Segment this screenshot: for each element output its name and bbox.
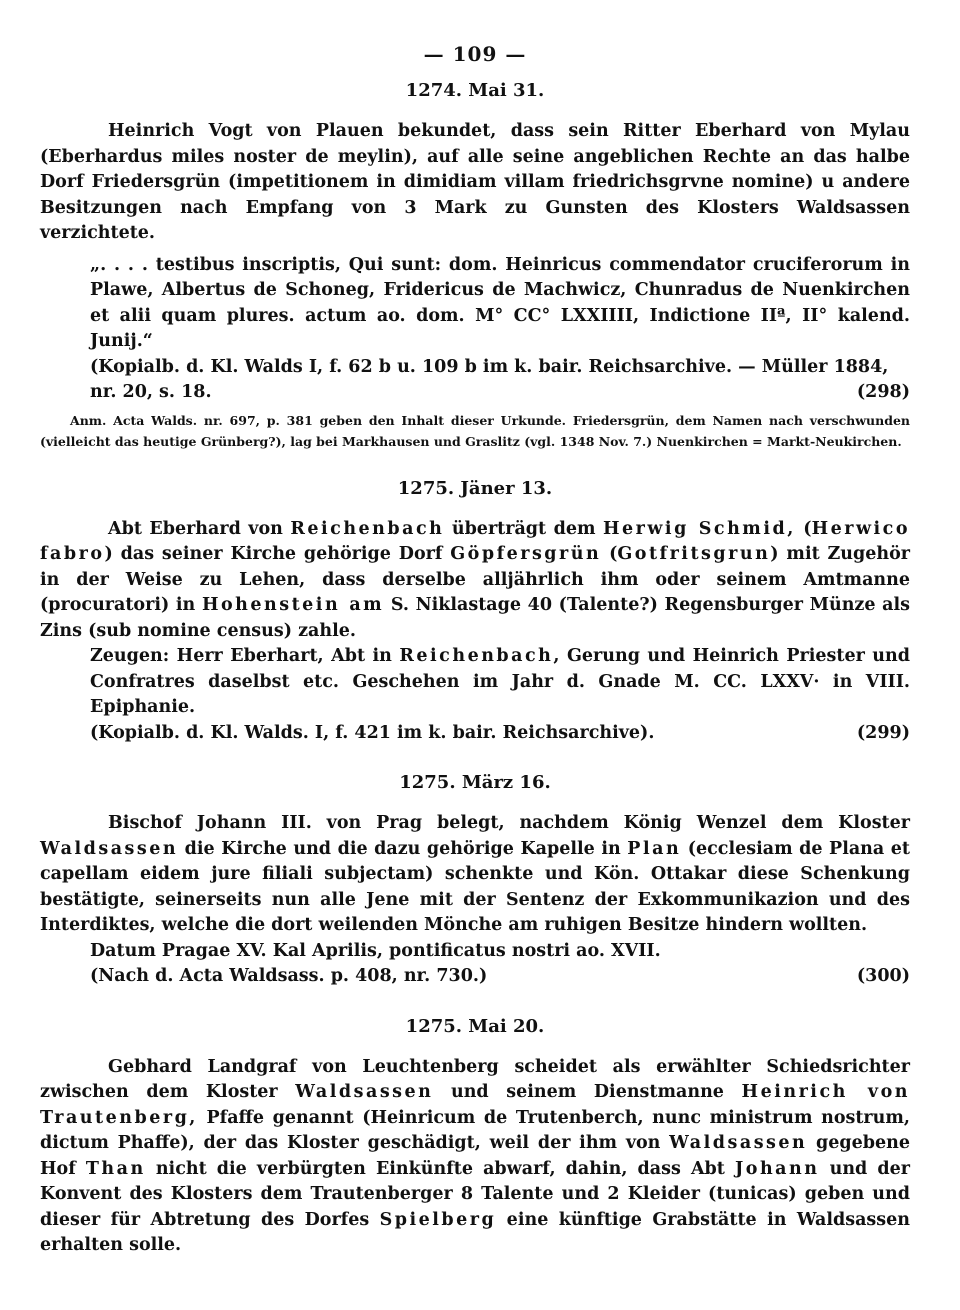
spaced-name: Waldsassen bbox=[669, 1133, 808, 1153]
entry-note: Anm. Acta Walds. nr. 697, p. 381 geben den Inhalt dieser Urkunde. Friedersgrün, dem Namen nach verschwunden (vielleicht das heutige Grünberg?), lag bei Markhausen und Graslitz (vgl. 1348 Nov. 7.) Nuenkirchen = Markt-Neukirchen. bbox=[40, 412, 910, 449]
spaced-name: Johann bbox=[735, 1158, 820, 1179]
spaced-name: Waldsassen bbox=[40, 838, 179, 859]
spaced-name: Plan bbox=[627, 838, 682, 859]
text-run: und der Konvent des Klosters dem Trautenberger 8 Talente und 2 Kleider (tunicas) geben und dieser für Abtretung des Dorfes bbox=[40, 1158, 911, 1230]
entry-date: 1275. Jäner 13. bbox=[397, 477, 553, 499]
entry-date: 1275. März 16. bbox=[399, 772, 551, 793]
spaced-name: Reichenbach bbox=[399, 646, 554, 666]
spaced-name: Reichenbach bbox=[290, 518, 445, 539]
text-run: , Gerung und Heinrich Priester und Confratres daselbst etc. Geschehen im Jahr d. Gnade M. CC. LXXV· in VIII. Epiphanie. bbox=[90, 646, 910, 717]
text-run: ( bbox=[795, 518, 812, 539]
document-page bbox=[40, 42, 910, 1285]
spaced-name: Gotfritsgrun bbox=[617, 544, 771, 564]
entry-quote: Datum Pragae XV. Kal Aprilis, pontificatus nostri ao. XVII. bbox=[90, 940, 661, 961]
spaced-name: Göpfersgrün bbox=[450, 544, 602, 564]
citation-text: (Nach d. Acta Waldsass. p. 408, nr. 730.) bbox=[90, 966, 488, 986]
text-run: Bischof Johann III. von Prag belegt, nachdem König Wenzel dem Kloster bbox=[108, 813, 910, 833]
entry-citation-end bbox=[40, 380, 910, 406]
spaced-name: Than bbox=[85, 1158, 146, 1179]
entry-number: (300) bbox=[856, 966, 910, 986]
entry-number: (299) bbox=[856, 722, 910, 743]
entry-299 bbox=[40, 478, 910, 747]
entry-witnesses bbox=[40, 644, 910, 721]
text-run: ( bbox=[601, 544, 618, 564]
text-run: gegebene Hof bbox=[40, 1133, 910, 1179]
spaced-name: Herwico fabro bbox=[40, 518, 910, 564]
text-run: und seinem Dienstmanne bbox=[433, 1082, 742, 1102]
entry-300 bbox=[40, 772, 910, 990]
text-run: (ecclesiam de Plana et capellam eidem jure filiali subjectam) schenkte und Kön. Ottakar diese Schenkung bestätigte, seinerseits nun alle Jene mit der Sentenz der Exkommunikazion und des Interdiktes, welche die dort weilenden Mönche am ruhigen Besitze hindern wollten. bbox=[40, 838, 911, 935]
entry-citation bbox=[40, 721, 910, 747]
text-run: Abt Eberhard von bbox=[108, 518, 291, 539]
entry-text: Heinrich Vogt von Plauen bekundet, dass sein Ritter Eberhard von Mylau (Eberhardus miles noster de meylin), auf alle seine angeblichen Rechte an das halbe Dorf Friedersgrün (impetitionem in dimidiam villam friedrichsgrvne nomine) u andere Besitzungen nach Empfang von 3 Mark zu Gunsten des Klosters Waldsassen verzichtete. bbox=[40, 121, 910, 243]
spaced-name: Heinrich von Trautenberg, bbox=[40, 1082, 910, 1128]
entry-298 bbox=[40, 80, 910, 452]
text-run: die Kirche und die dazu gehörige Kapelle in bbox=[178, 838, 628, 859]
text-run: Zeugen: Herr Eberhart, Abt in bbox=[90, 646, 400, 666]
text-run: ) das seiner Kirche gehörige Dorf bbox=[104, 544, 451, 564]
citation-text: (Kopialb. d. Kl. Walds. I, f. 421 im k. bair. Reichsarchive). bbox=[90, 722, 655, 743]
text-run: S. Niklastage 40 (Talente?) Regensburger Münze als Zins (sub nomine census) zahle. bbox=[40, 595, 910, 641]
text-run: eine künftige Grabstätte in Waldsassen erhalten solle. bbox=[40, 1209, 910, 1255]
entry-text bbox=[40, 517, 910, 645]
spaced-name: Hohenstein am bbox=[201, 595, 385, 615]
text-run: nicht die verbürgten Einkünfte abwarf, dahin, dass Abt bbox=[145, 1158, 735, 1179]
entry-number: (298) bbox=[856, 382, 910, 402]
entry-date: 1275. Mai 20. bbox=[405, 1015, 545, 1037]
page-number: — 109 — bbox=[423, 42, 527, 66]
text-run: Pfaffe genannt (Heinricum de Trutenberch, nunc ministrum nostrum, dictum Phaffe), der das Kloster geschädigt, weil der ihm von bbox=[40, 1107, 910, 1153]
spaced-name: Waldsassen bbox=[295, 1082, 434, 1102]
entry-text bbox=[40, 811, 910, 939]
entry-citation bbox=[40, 355, 910, 381]
entry-date: 1274. Mai 31. bbox=[405, 80, 545, 101]
citation-text: nr. 20, s. 18. bbox=[90, 382, 212, 402]
text-run: ) mit Zugehör in der Weise zu Lehen, dass derselbe alljährlich ihm oder seinem Amtmanne (procuratori) in bbox=[40, 544, 911, 615]
text-run: Gebhard Landgraf von Leuchtenberg scheidet als erwählter Schiedsrichter zwischen dem Kloster bbox=[40, 1056, 910, 1102]
entry-citation bbox=[40, 964, 910, 990]
entry-quote: „. . . . testibus inscriptis, Qui sunt: dom. Heinricus commendator cruciferorum in Plawe, Albertus de Schoneg, Fridericus de Machwicz, Chunradus de Nuenkirchen et alii quam plures. actum ao. dom. M° CC° LXXIIII, Indictione IIª, II° kalend. Junij.“ bbox=[90, 254, 910, 351]
spaced-name: Herwig Schmid, bbox=[602, 518, 796, 539]
citation-text: (Kopialb. d. Kl. Walds I, f. 62 b u. 109 b im k. bair. Reichsarchive. — Müller 1884, bbox=[90, 356, 889, 377]
spaced-name: Spielberg bbox=[379, 1209, 497, 1230]
entry-301 bbox=[40, 1016, 910, 1259]
entry-text bbox=[40, 1055, 910, 1259]
text-run: überträgt dem bbox=[444, 518, 603, 539]
